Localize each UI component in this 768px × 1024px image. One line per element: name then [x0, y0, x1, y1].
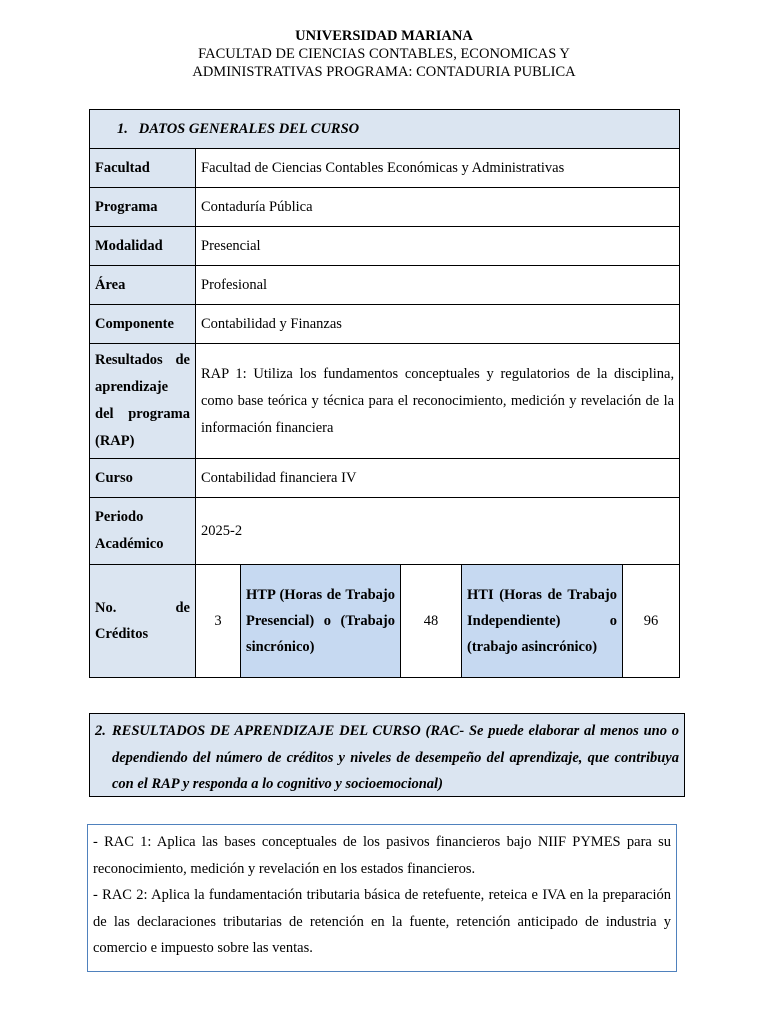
periodo-label-line-1: Periodo	[95, 509, 144, 525]
rap-label-line-3: del programa	[95, 406, 190, 422]
modalidad-value: Presencial	[196, 227, 680, 266]
rac-1: - RAC 1: Aplica las bases conceptuales de los pasivos financieros bajo NIIF PYMES para su reconocimiento, medición y revelación en los estados financieros.	[93, 834, 671, 877]
hti-value: 96	[623, 565, 680, 678]
htp-label: HTP (Horas de Trabajo Presencial) o (Trabajo sincrónico)	[241, 565, 401, 678]
periodo-label-line-2: Académico	[95, 536, 164, 552]
htp-value: 48	[401, 565, 462, 678]
area-label: Área	[90, 266, 196, 305]
row-area	[90, 266, 680, 305]
rac-2: - RAC 2: Aplica la fundamentación tributaria básica de retefuente, reteica e IVA en la preparación de las declaraciones tributarias de retención en la fuente, retención anticipado de industria y comercio e impuesto sobre las ventas.	[93, 887, 671, 956]
section-1-number: 1.	[117, 120, 128, 137]
section-2-heading	[89, 713, 685, 797]
section-2-number: 2.	[95, 723, 106, 739]
course-data-table	[89, 109, 680, 678]
row-rap	[90, 344, 680, 459]
curso-label: Curso	[90, 459, 196, 498]
programa-value: Contaduría Pública	[196, 188, 680, 227]
creditos-label-line-2: Créditos	[95, 626, 149, 642]
row-componente	[90, 305, 680, 344]
componente-value: Contabilidad y Finanzas	[196, 305, 680, 344]
row-curso	[90, 459, 680, 498]
modalidad-label: Modalidad	[90, 227, 196, 266]
curso-value: Contabilidad financiera IV	[196, 459, 680, 498]
row-facultad	[90, 149, 680, 188]
periodo-label	[90, 498, 196, 565]
rap-label-line-4: (RAP)	[95, 433, 135, 449]
componente-label: Componente	[90, 305, 196, 344]
section-1-heading	[90, 110, 680, 149]
row-programa	[90, 188, 680, 227]
section-1-title: DATOS GENERALES DEL CURSO	[138, 120, 360, 137]
faculty-line-1: FACULTAD DE CIENCIAS CONTABLES, ECONOMICAS Y	[198, 46, 570, 62]
creditos-label	[90, 565, 196, 678]
row-modalidad	[90, 227, 680, 266]
document-header	[0, 27, 768, 81]
section-2-title: RESULTADOS DE APRENDIZAJE DEL CURSO (RAC- Se puede elaborar al menos uno o dependiendo del número de créditos y niveles de desempeño del aprendizaje, que contribuya con el RAP y responda a lo cognitivo y socioemocional)	[112, 723, 679, 792]
rap-label-line-1: Resultados de	[95, 352, 190, 368]
creditos-label-line-1: No. de	[95, 600, 190, 616]
rap-value: RAP 1: Utiliza los fundamentos conceptuales y regulatorios de la disciplina, como base teórica y técnica para el reconocimiento, medición y revelación de la información financiera	[196, 344, 680, 459]
rac-box	[87, 824, 677, 972]
row-periodo	[90, 498, 680, 565]
area-value: Profesional	[196, 266, 680, 305]
periodo-value: 2025-2	[196, 498, 680, 565]
programa-label: Programa	[90, 188, 196, 227]
facultad-label: Facultad	[90, 149, 196, 188]
creditos-value: 3	[196, 565, 241, 678]
university-name: UNIVERSIDAD MARIANA	[295, 28, 473, 44]
rap-label-line-2: aprendizaje	[95, 379, 169, 395]
faculty-line-2: ADMINISTRATIVAS PROGRAMA: CONTADURIA PUBLICA	[192, 64, 576, 80]
rap-label	[90, 344, 196, 459]
facultad-value: Facultad de Ciencias Contables Económicas y Administrativas	[196, 149, 680, 188]
row-creditos	[90, 565, 680, 678]
hti-label: HTI (Horas de Trabajo Independiente) o (trabajo asincrónico)	[462, 565, 623, 678]
